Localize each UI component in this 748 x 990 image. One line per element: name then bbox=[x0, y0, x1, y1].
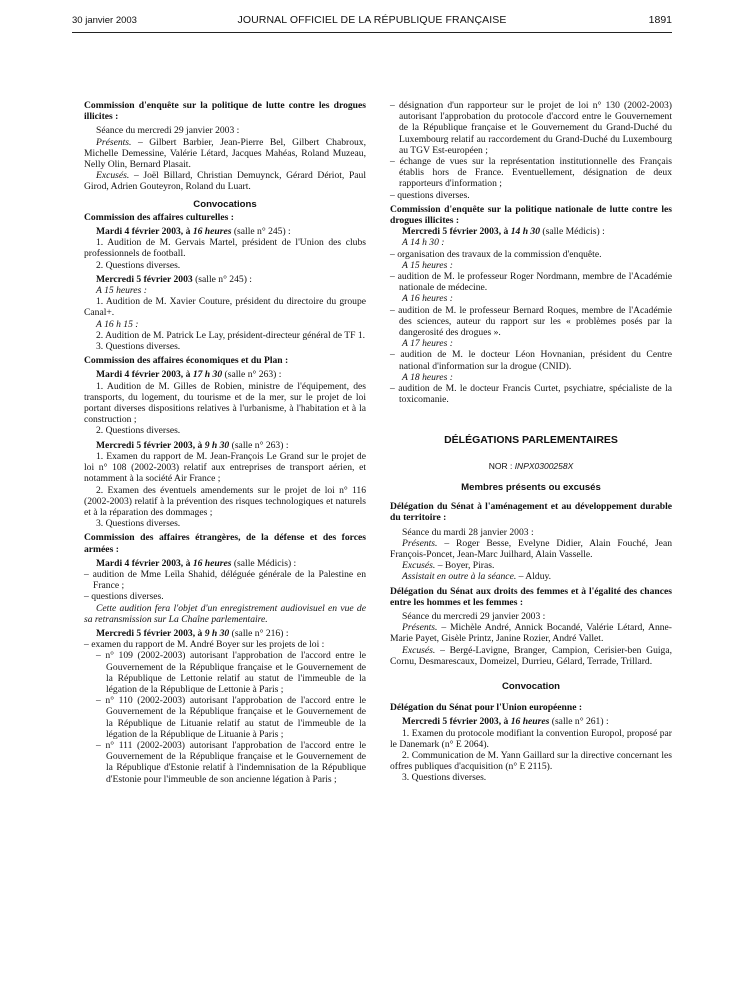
agenda-item: – examen du rapport de M. André Boyer sur les projets de loi : bbox=[84, 639, 325, 651]
journal-title: JOURNAL OFFICIEL DE LA RÉPUBLIQUE FRANÇAISE bbox=[237, 14, 507, 26]
meeting-date: Mercredi 5 février 2003, à 14 h 30 (salle Médicis) : bbox=[402, 226, 605, 238]
excuses-paragraph: Excusés. – Bergé-Lavigne, Branger, Campion, Cerisier-ben Guiga, Cornu, Desmarescaux, Domeizel, Durrieu, Gélard, Terrade, Trillard. bbox=[390, 644, 672, 667]
left-column bbox=[84, 100, 366, 785]
excuses-names: – Joël Billard, Christian Demuynck, Gérard Dériot, Paul Girod, Adrien Gouteyron, Roland du Luart. bbox=[84, 170, 366, 193]
members-heading: Membres présents ou excusés bbox=[461, 481, 601, 493]
nor-line: NOR : INPX0300258X bbox=[488, 460, 574, 471]
agenda-item: 2. Audition de M. Patrick Le Lay, président-directeur général de TF 1. bbox=[96, 329, 366, 341]
agenda-item: – audition de M. le professeur Bernard Roques, membre de l'Académie des sciences, auteur du rapport sur les « problèmes posés par la dangerosité des drogues ». bbox=[390, 304, 672, 339]
header-date: 30 janvier 2003 bbox=[72, 15, 137, 26]
agenda-item: – désignation d'un rapporteur sur le projet de loi n° 130 (2002-2003) autorisant l'approbation du protocole d'accord entre le Gouvernement de la République française et le Gouvernement du Grand-Duché du Luxembourg relatif au raccordement du Grand-Duché du Luxembourg au TGV Est-européen ; bbox=[390, 100, 672, 156]
section-heading: Commission d'enquête sur la politique de lutte contre les drogues illicites : bbox=[84, 100, 366, 123]
seance-line: Séance du mercredi 29 janvier 2003 : bbox=[402, 610, 546, 622]
agenda-item: – audition de M. le docteur Léon Hovnanian, président du Centre national d'information sur la drogue (CNID). bbox=[390, 349, 672, 372]
agenda-item: 1. Audition de M. Gervais Martel, président de l'Union des clubs professionnels de football. bbox=[84, 237, 366, 260]
agenda-item: – audition de M. le docteur Francis Curtet, psychiatre, spécialiste de la toxicomanie. bbox=[390, 383, 672, 406]
agenda-item: – questions diverses. bbox=[390, 189, 470, 201]
meeting-date: Mardi 4 février 2003, à 17 h 30 (salle n° 263) : bbox=[96, 369, 282, 381]
sub-item: – n° 109 (2002-2003) autorisant l'approbation de l'accord entre le Gouvernement de la République française et le Gouvernement de la République de Lettonie relatif au statut de l'immeuble de la légation de la République de Lettonie à Paris ; bbox=[96, 650, 366, 695]
agenda-item: 2. Communication de M. Yann Gaillard sur la directive concernant les offres publiques d'acquisition (n° E 2115). bbox=[390, 749, 672, 773]
agenda-item: 1. Audition de M. Xavier Couture, président du directoire du groupe Canal+. bbox=[84, 296, 366, 319]
agenda-item: 2. Questions diverses. bbox=[96, 259, 181, 271]
section-heading: Commission des affaires économiques et du Plan : bbox=[84, 355, 289, 367]
agenda-item: – audition de Mme Leïla Shahid, déléguée générale de la Palestine en France ; bbox=[84, 568, 366, 592]
sub-item: – n° 111 (2002-2003) autorisant l'approbation de l'accord entre le Gouvernement de la République française et le Gouvernement de la République d'Estonie relatif à l'indemnisation de la République d'Estonie pour l'immeuble de son ancienne légation à Paris ; bbox=[96, 739, 366, 785]
time-label: A 14 h 30 : bbox=[402, 237, 445, 249]
page-header bbox=[72, 14, 672, 33]
seance-line: Séance du mercredi 29 janvier 2003 : bbox=[96, 125, 240, 137]
meeting-date: Mercredi 5 février 2003, à 9 h 30 (salle n° 263) : bbox=[96, 439, 289, 451]
time-label: A 16 h 15 : bbox=[96, 318, 139, 330]
time-label: A 16 heures : bbox=[402, 293, 453, 305]
time-label: A 15 heures : bbox=[96, 285, 147, 297]
section-heading: Commission des affaires étrangères, de la défense et des forces armées : bbox=[84, 532, 366, 555]
section-heading: Commission des affaires culturelles : bbox=[84, 211, 234, 223]
agenda-item: – audition de M. le professeur Roger Nordmann, membre de l'Académie nationale de médecine. bbox=[390, 271, 672, 294]
agenda-item: – organisation des travaux de la commission d'enquête. bbox=[390, 248, 602, 260]
section-heading: Délégation du Sénat aux droits des femmes et à l'égalité des chances entre les hommes et les femmes : bbox=[390, 585, 672, 608]
section-heading: Délégation du Sénat pour l'Union européenne : bbox=[390, 702, 583, 714]
excuses-paragraph bbox=[84, 170, 366, 192]
seance-line: Séance du mardi 28 janvier 2003 : bbox=[402, 526, 534, 538]
convocation-heading: Convocation bbox=[501, 680, 561, 692]
meeting-date: Mercredi 5 février 2003, à 9 h 30 (salle n° 216) : bbox=[96, 627, 289, 639]
convocations-heading: Convocations bbox=[193, 198, 257, 210]
agenda-item: – questions diverses. bbox=[84, 591, 164, 603]
meeting-date: Mardi 4 février 2003, à 16 heures (salle n° 245) : bbox=[96, 226, 291, 238]
sub-item: – n° 110 (2002-2003) autorisant l'approbation de l'accord entre le Gouvernement de la République française et le Gouvernement de la République de Lituanie relatif au statut de l'immeuble de la légation de la République de Lituanie à Paris ; bbox=[96, 695, 366, 740]
agenda-item: 1. Audition de M. Gilles de Robien, ministre de l'équipement, des transports, du logement, du tourisme et de la mer, sur le projet de loi portant diverses dispositions relatives à l'urbanisme, à l'habitation et à la construction ; bbox=[84, 380, 366, 426]
presents-paragraph bbox=[84, 137, 366, 171]
presents-label: Présents. bbox=[96, 136, 132, 148]
agenda-item: 3. Questions diverses. bbox=[96, 341, 181, 353]
agenda-item: 1. Examen du rapport de M. Jean-François Le Grand sur le projet de loi n° 108 (2002-2003) relatif aux entreprises de transport aérien, et notamment à la société Air France ; bbox=[84, 450, 366, 485]
time-label: A 15 heures : bbox=[402, 259, 453, 271]
section-heading: Délégation du Sénat à l'aménagement et au développement durable du territoire : bbox=[390, 501, 672, 524]
agenda-item: 2. Examen des éventuels amendements sur le projet de loi n° 116 (2002-2003) relatif à la prévention des risques technologiques et naturels et à la réparation des dommages ; bbox=[84, 484, 366, 518]
presents-names: – Gilbert Barbier, Jean-Pierre Bel, Gilbert Chabroux, Michelle Demessine, Valérie Létard, Jacques Mahéas, Roland Muzeau, Nelly Olin, Bernard Plasait. bbox=[84, 136, 366, 171]
agenda-item: 1. Examen du protocole modifiant la convention Europol, proposé par le Danemark (n° E 2064). bbox=[390, 727, 672, 750]
assistait-paragraph: Assistait en outre à la séance. – Alduy. bbox=[402, 571, 552, 583]
agenda-item: 3. Questions diverses. bbox=[96, 518, 181, 530]
meeting-date: Mercredi 5 février 2003 (salle n° 245) : bbox=[96, 273, 252, 285]
section-heading: Commission d'enquête sur la politique nationale de lutte contre les drogues illicites : bbox=[390, 203, 672, 227]
meeting-date: Mardi 4 février 2003, à 16 heures (salle Médicis) : bbox=[96, 557, 297, 569]
right-column bbox=[390, 100, 672, 784]
page-number: 1891 bbox=[648, 14, 672, 26]
excuses-label: Excusés. bbox=[96, 170, 130, 182]
presents-paragraph: Présents. – Michèle André, Annick Bocandé, Valérie Létard, Anne-Marie Payet, Gisèle Printz, Janine Rozier, André Vallet. bbox=[390, 622, 672, 645]
agenda-item: – échange de vues sur la représentation institutionnelle des Français établis hors de France. Eventuellement, désignation de deux rapporteurs d'information ; bbox=[390, 156, 672, 190]
presents-paragraph: Présents. – Roger Besse, Evelyne Didier, Alain Fouché, Jean François-Poncet, Jean-Marc Juilhard, Alain Vasselle. bbox=[390, 537, 672, 560]
italic-note: Cette audition fera l'objet d'un enregistrement audiovisuel en vue de sa retransmission sur La Chaîne parlementaire. bbox=[84, 602, 366, 625]
agenda-item: 2. Questions diverses. bbox=[96, 425, 181, 437]
excuses-paragraph: Excusés. – Boyer, Piras. bbox=[402, 560, 495, 572]
time-label: A 18 heures : bbox=[402, 371, 453, 383]
agenda-item: 3. Questions diverses. bbox=[402, 772, 487, 784]
time-label: A 17 heures : bbox=[402, 338, 453, 350]
meeting-date: Mercredi 5 février 2003, à 16 heures (salle n° 261) : bbox=[402, 716, 609, 728]
delegations-heading: DÉLÉGATIONS PARLEMENTAIRES bbox=[444, 434, 618, 447]
